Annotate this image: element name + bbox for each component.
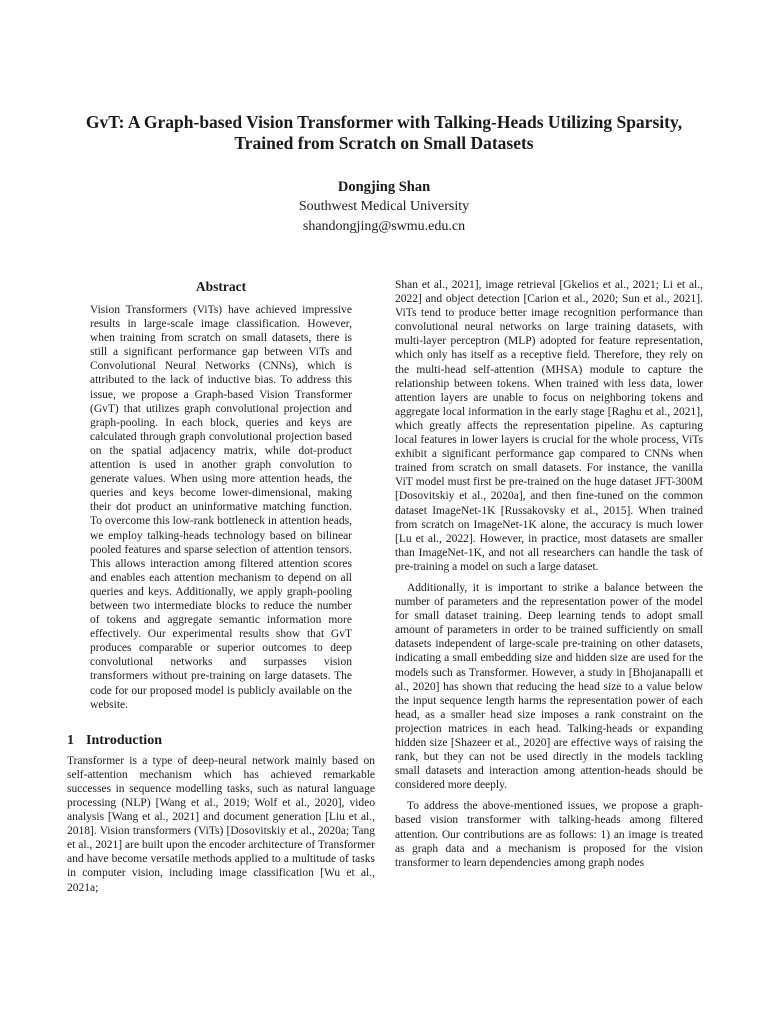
author-affiliation: Southwest Medical University (298, 199, 470, 214)
intro-paragraph-1: Transformer is a type of deep-neural network mainly based on self-attention mechanism which has achieved remarkable successes in sequence modelling tasks, such as natural language processing (NLP) [Wang et al., 2019; Wolf et al., 2020], video analysis [Wang et al., 2021] and document generation [Liu et al., 2018]. Vision transformers (ViTs) [Dosovitskiy et al., 2020a; Tang et al., 2021] are built upon the encoder architecture of Transformer and have become versatile methods applied to a multitude of tasks in computer vision, including image classification [Wu et al., 2021a; (67, 754, 375, 894)
section-heading-introduction (67, 732, 375, 750)
abstract-heading: Abstract (195, 279, 247, 294)
section-title: Introduction (86, 732, 162, 748)
intro-paragraph-2: Additionally, it is important to strike a balance between the number of parameters and the representation power of the model for small dataset training. Deep learning tends to adopt small amount of parameters in order to be trained sufficiently on small datasets independent of large-scale pre-training on other datasets, indicating a small embedding size and hidden size are used for the models such as Transformer. However, a study in [Bhojanapalli et al., 2020] has shown that reducing the head size to a value below the input sequence length harms the representation power of each head, as a smaller head size imposes a rank constraint on the projection matrices in each head. Talking-heads or expanding hidden size [Shazeer et al., 2020] are effective ways of raising the rank, but they can not be used directly in the models tackling small datasets and interaction among attention-heads should be considered more deeply. (395, 581, 703, 792)
author-block (184, 177, 584, 237)
intro-paragraph-3: To address the above-mentioned issues, we propose a graph-based vision transformer with talking-heads among filtered attention. Our contributions are as follows: 1) an image is treated as graph data and a mechanism is proposed for the vision transformer to learn dependencies among graph nodes (395, 800, 703, 869)
right-column (395, 278, 703, 870)
title-line-1: GvT: A Graph-based Vision Transformer with Talking-Heads Utilizing Sparsity, (85, 112, 683, 132)
abstract-body: Vision Transformers (ViTs) have achieved impressive results in large-scale image classification. However, when training from scratch on small datasets, there is still a significant performance gap between ViTs and Convolutional Neural Networks (CNNs), which is attributed to the lack of inductive bias. To address this issue, we propose a Graph-based Vision Transformer (GvT) that utilizes graph convolutional projection and graph-pooling. In each block, queries and keys are calculated through graph convolutional projection based on the spatial adjacency matrix, while dot-product attention is used in another graph convolution to generate values. When using more attention heads, the queries and keys become lower-dimensional, making their dot product an uninformative matching function. To overcome this low-rank bottleneck in attention heads, we employ talking-heads technology based on bilinear pooled features and sparse selection of attention tensors. This allows interaction among filtered attention scores and enables each attention mechanism to depend on all queries and keys. Additionally, we apply graph-pooling between two intermediate blocks to reduce the number of tokens and aggregate semantic information more effectively. Our experimental results show that GvT produces comparable or superior outcomes to deep convolutional networks and surpasses vision transformers without pre-training on large datasets. The code for our proposed model is publicly available on the website. (90, 304, 352, 711)
author-email: shandongjing@swmu.edu.cn (302, 219, 466, 234)
intro-paragraph-1-continued: Shan et al., 2021], image retrieval [Gkelios et al., 2021; Li et al., 2022] and object detection [Carion et al., 2020; Sun et al., 2021]. ViTs tend to produce better image recognition performance than convolutional neural networks on large training datasets, with multi-layer perceptron (MLP) adopted for feature representation, which only has itself as a receptive field. Therefore, they rely on the multi-head self-attention (MHSA) module to capture the relationship between tokens. When trained with less data, lower attention layers are unable to focus on neighboring tokens and aggregate local information in the early stage [Raghu et al., 2021], which greatly affects the representation pipeline. As capturing local features in lower layers is crucial for the whole process, ViTs exhibit a significant performance gap compared to CNNs when trained from scratch on small datasets. For instance, the vanilla ViT model must first be pre-trained on the huge dataset JFT-300M [Dosovitskiy et al., 2020a], and then fine-tuned on the common dataset ImageNet-1K [Russakovsky et al., 2015]. When trained from scratch on ImageNet-1K alone, the accuracy is much lower [Lu et al., 2022]. However, in practice, most datasets are smaller than ImageNet-1K, and not all researchers can handle the task of pre-training a model on such a large dataset. (395, 279, 703, 573)
author-name: Dongjing Shan (337, 179, 431, 195)
left-column (67, 278, 375, 895)
section-number: 1 (67, 732, 74, 748)
title-line-2: Trained from Scratch on Small Datasets (234, 133, 534, 153)
paper-title (40, 112, 728, 154)
